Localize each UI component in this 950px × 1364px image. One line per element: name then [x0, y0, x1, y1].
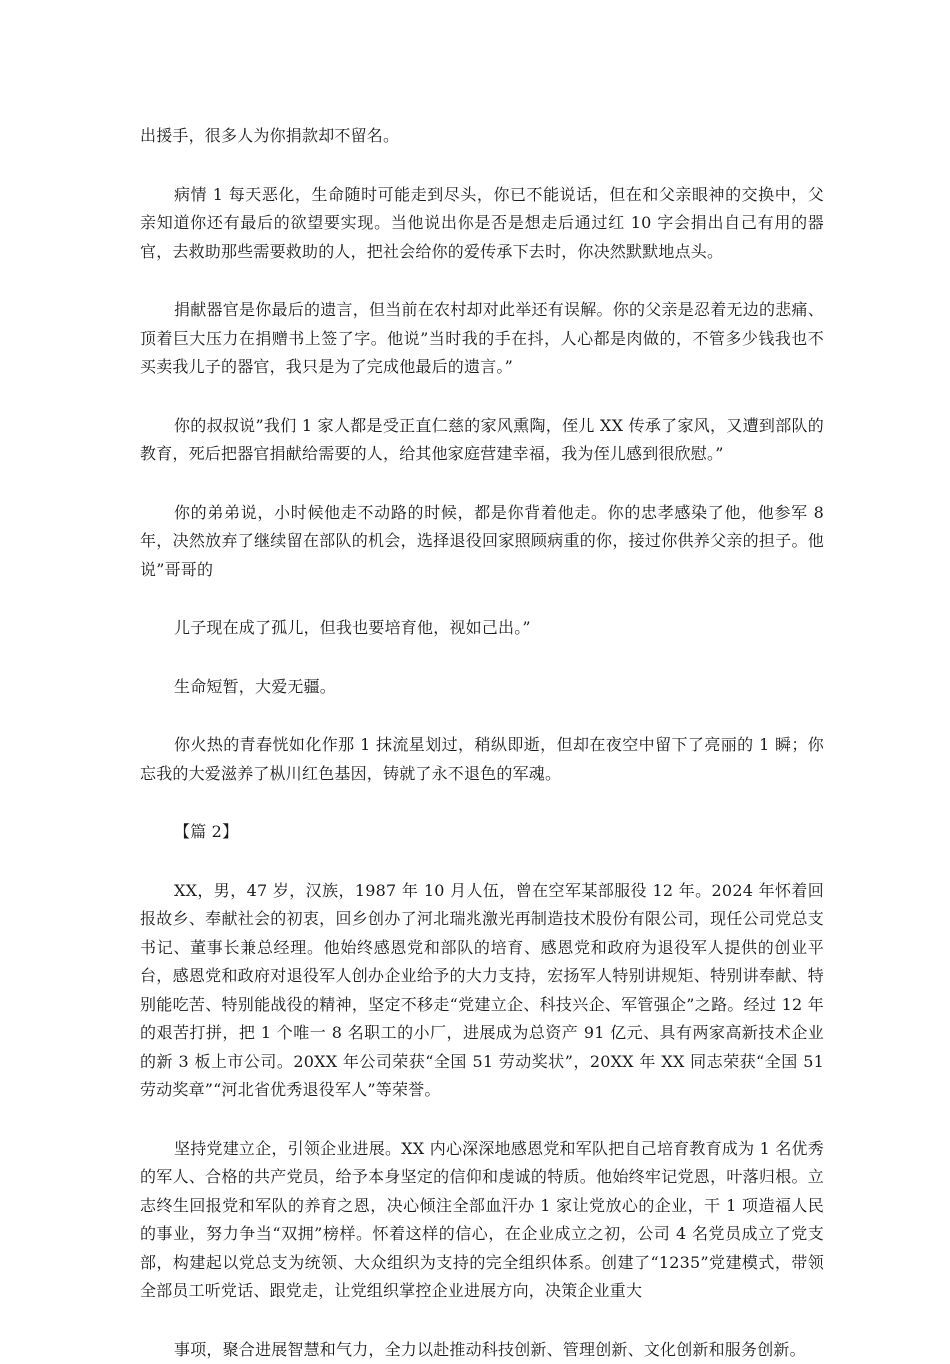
- paragraph-9: XX，男，47 岁，汉族，1987 年 10 月人伍，曾在空军某部服役 12 年。2024 年怀着回报故乡、奉献社会的初衷，回乡创办了河北瑞兆激光再制造技术股份有限公司，现任公司党总支书记、董事长兼总经理。他始终感恩党和部队的培育、感恩党和政府为退役军人提供的创业平台，感恩党和政府对退役军人创办企业给予的大力支持，宏扬军人特别讲规矩、特别讲奉献、特别能吃苦、特别能战役的精神，坚定不移走“党建立企、科技兴企、军管强企”之路。经过 12 年的艰苦打拼，把 1 个唯一 8 名职工的小厂，进展成为总资产 91 亿元、具有两家高新技术企业的新 3 板上市公司。20XX 年公司荣获“全国 51 劳动奖状”，20XX 年 XX 同志荣获“全国 51 劳动奖章”“河北省优秀退役军人”等荣誉。: [140, 877, 824, 1105]
- paragraph-1: 出援手，很多人为你捐款却不留名。: [140, 122, 824, 151]
- paragraph-11: 事项，聚合进展智慧和气力，全力以赴推动科技创新、管理创新、文化创新和服务创新。: [140, 1336, 824, 1364]
- paragraph-5: 你的弟弟说，小时候他走不动路的时候，都是你背着他走。你的忠孝感染了他，他参军 8 年，决然放弃了继续留在部队的机会，选择退役回家照顾病重的你，接过你供养父亲的担子。他说”哥哥的: [140, 499, 824, 585]
- paragraph-2: 病情 1 每天恶化，生命随时可能走到尽头，你已不能说话，但在和父亲眼神的交换中，父亲知道你还有最后的欲望要实现。当他说出你是否是想走后通过红 10 字会捐出自己有用的器官，去救助那些需要救助的人，把社会给你的爱传承下去时，你决然默默地点头。: [140, 181, 824, 267]
- paragraph-7: 生命短暂，大爱无疆。: [140, 673, 824, 702]
- paragraph-8: 你火热的青春恍如化作那 1 抹流星划过，稍纵即逝，但却在夜空中留下了亮丽的 1 瞬；你忘我的大爱滋养了枞川红色基因，铸就了永不退色的军魂。: [140, 731, 824, 788]
- section-heading: 【篇 2】: [140, 818, 824, 847]
- paragraph-3: 捐献器官是你最后的遗言，但当前在农村却对此举还有误解。你的父亲是忍着无边的悲痛、顶着巨大压力在捐赠书上签了字。他说”当时我的手在抖，人心都是肉做的，不管多少钱我也不买卖我儿子的器官，我只是为了完成他最后的遗言。”: [140, 296, 824, 382]
- paragraph-4: 你的叔叔说”我们 1 家人都是受正直仁慈的家风熏陶，侄儿 XX 传承了家风，又遭到部队的教育，死后把器官捐献给需要的人，给其他家庭营建幸福，我为侄儿感到很欣慰。”: [140, 412, 824, 469]
- paragraph-10: 坚持党建立企，引领企业进展。XX 内心深深地感恩党和军队把自己培育教育成为 1 名优秀的军人、合格的共产党员，给予本身坚定的信仰和虔诚的特质。他始终牢记党恩，叶落归根。立志终生回报党和军队的养育之恩，决心倾注全部血汗办 1 家让党放心的企业，干 1 项造福人民的事业，努力争当“双拥”榜样。怀着这样的信心，在企业成立之初，公司 4 名党员成立了党支部，构建起以党总支为统领、大众组织为支持的完全组织体系。创建了“1235”党建模式，带领全部员工听党话、跟党走，让党组织掌控企业进展方向，决策企业重大: [140, 1135, 824, 1306]
- paragraph-6: 儿子现在成了孤儿，但我也要培育他，视如己出。”: [140, 614, 824, 643]
- document-body: [140, 122, 824, 1364]
